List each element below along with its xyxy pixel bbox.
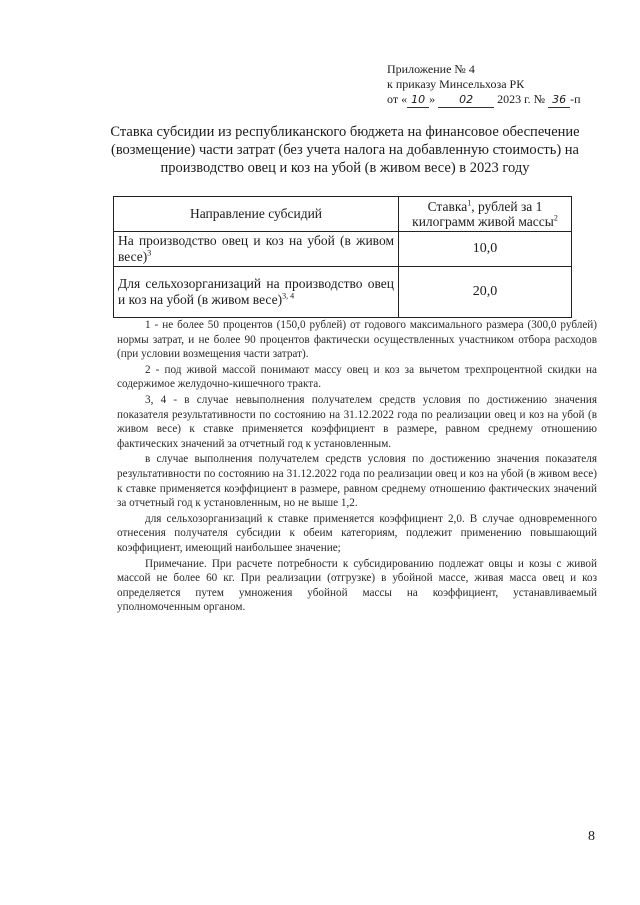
- appendix-date-number: [387, 92, 581, 108]
- footnote-2: 2 - под живой массой понимают массу овец и коз за вычетом трехпроцентной скидки на содержимое желудочно-кишечного тракта.: [117, 363, 597, 391]
- header-rate-sup2: 2: [553, 213, 558, 223]
- row-direction-text: На производство овец и коз на убой (в живом весе): [118, 233, 394, 264]
- footnote-1: 1 - не более 50 процентов (150,0 рублей) от годового максимального размера (300,0 рублей) нормы затрат, и не более 90 процентов фактически осуществленных участником отбора расходов (при условии возмещения части затрат).: [117, 319, 597, 361]
- row-rate: 20,0: [399, 267, 572, 318]
- row-direction: [114, 232, 399, 267]
- row-direction: [114, 267, 399, 318]
- header-rate-part2: , рублей за 1 килограмм живой массы: [412, 199, 554, 229]
- date-year-part: 2023 г. №: [497, 92, 546, 106]
- header-rate-sup1: 1: [467, 198, 472, 208]
- header-direction: Направление субсидий: [114, 197, 399, 232]
- footnotes: [117, 318, 597, 616]
- header-rate: [399, 197, 572, 232]
- row-footnote-ref: 3: [147, 248, 152, 258]
- row-direction-text: Для сельхозорганизаций на производство овец и коз на убой (в живом весе): [118, 276, 394, 307]
- appendix-header: [387, 62, 581, 108]
- appendix-title: Приложение № 4: [387, 62, 475, 76]
- row-rate: 10,0: [399, 232, 572, 267]
- table-row: [114, 267, 572, 318]
- date-prefix: от «: [387, 92, 408, 106]
- row-footnote-ref: 3, 4: [282, 291, 295, 301]
- footnote-agri-orgs: для сельхозорганизаций к ставке применяется коэффициент 2,0. В случае одновременного отнесения получателя субсидии к обеим категориям, подлежит применению повышающий коэффициент, имеющий наибольшее значение;: [117, 512, 597, 554]
- appendix-order-ref: к приказу Минсельхоза РК: [387, 77, 525, 91]
- footnote-3-4: 3, 4 - в случае невыполнения получателем средств условия по достижению значения показателя результативности по состоянию на 31.12.2022 года по реализации овец и коз на убой (в живом весе) к ставке применяется коэффициент в размере, равном среднему отношению фактических значений за отчетный год к установленным.: [117, 393, 597, 450]
- order-number: 36: [548, 92, 570, 108]
- page-number: 8: [588, 829, 595, 844]
- footnote-condition-met: в случае выполнения получателем средств условия по достижению значения показателя результативности по состоянию на 31.12.2022 года по реализации овец и коз на убой (в живом весе) к ставке применяется коэффициент в размере, равном среднему отношению фактических значений за отчетный год к установленным, но не выше 1,2.: [117, 453, 597, 510]
- header-rate-part1: Ставка: [427, 199, 468, 214]
- document-title: Ставка субсидии из республиканского бюджета на финансовое обеспечение (возмещение) части затрат (без учета налога на добавленную стоимость) на производство овец и коз на убой (в живом весе) в 2023 году: [110, 124, 580, 176]
- table-header-row: [114, 197, 572, 232]
- date-day-suffix: »: [429, 92, 436, 106]
- remark: Примечание. При расчете потребности к субсидированию подлежат овцы и козы с живой массой не более 60 кг. При реализации (отгрузке) в убойной массе, живая масса овец и коз определяется путем умножения убойной массы на коэффициент, устанавливаемый уполномоченным органом.: [117, 557, 597, 614]
- date-day: 10: [407, 92, 429, 108]
- date-month: 02: [438, 92, 494, 108]
- subsidy-rate-table: [113, 196, 572, 318]
- table-row: [114, 232, 572, 267]
- order-number-suffix: -п: [570, 92, 581, 106]
